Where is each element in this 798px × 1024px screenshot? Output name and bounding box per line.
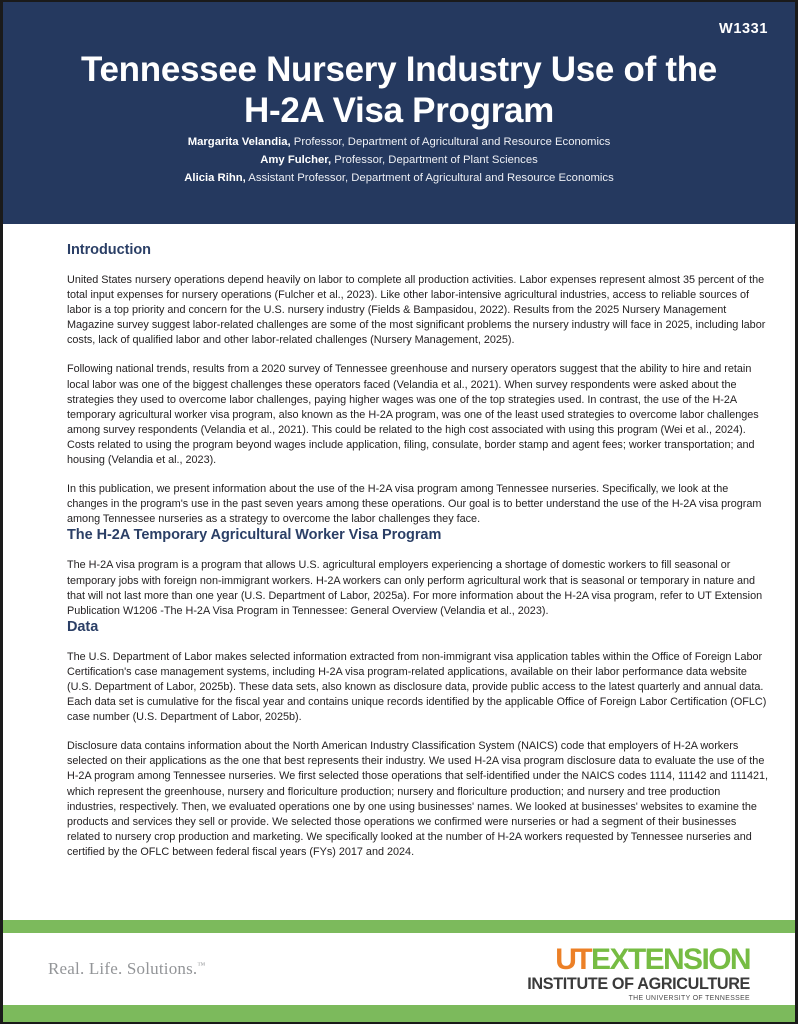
author-affiliation: Professor, Department of Agricultural and Resource Economics bbox=[290, 136, 611, 148]
paragraph: Disclosure data contains information about the North American Industry Classification System (NAICS) code that employers of H-2A workers selected on their applications as the one that best represents their industry. We used H-2A visa program disclosure data to evaluate the use of the H-2A program among Tennessee nurseries. We first selected those operations that self-identified under the NAICS codes 1114, 11142 and 111421, which represent the greenhouse, nursery and floriculture production; nursery and floriculture production; and nursery and tree production industries, respectively. Then, we evaluated operations one by one using businesses' names. We looked at businesses' websites to examine the products and services they sell or provide. We selected those operations we confirmed were nurseries or had a segment of their businesses related to nursery crop production and marketing. We specifically looked at the number of H-2A workers requested by Tennessee nurseries and certified by the OFLC between federal fiscal years (FYs) 2017 and 2024. bbox=[67, 740, 769, 858]
page-footer bbox=[3, 933, 795, 1005]
section-heading: Introduction bbox=[67, 242, 151, 258]
footer-divider-bar-top bbox=[3, 920, 795, 933]
paragraph: The U.S. Department of Labor makes selected information extracted from non-immigrant visa application tables within the Office of Foreign Labor Certification's case management systems, including H-2A visa program-related applications, available on their labor performance data website (U.S. Department of Labor, 2025b). These data sets, also known as disclosure data, provide public access to the latest quarterly and annual data. Each data set is cumulative for the fiscal year and contains unique records identified by the applicable Office of Foreign Labor Certification (OFLC) case number (U.S. Department of Labor, 2025b). bbox=[67, 650, 767, 724]
document-body bbox=[67, 242, 769, 860]
institute-line: INSTITUTE OF AGRICULTURE bbox=[527, 975, 750, 993]
section-h2a-program bbox=[67, 527, 769, 618]
paragraph: In this publication, we present information about the use of the H-2A visa program among Tennessee nurseries. Specifically, we look at the changes in the program's use in the past seven years among these operations. Our goal is to better understand the use of the H-2A visa program among Tennessee nurseries as a strategy to overcome the labor challenges they face. bbox=[67, 483, 762, 526]
author-list bbox=[3, 134, 795, 188]
publication-number: W1331 bbox=[719, 21, 768, 37]
paragraph: The H-2A visa program is a program that allows U.S. agricultural employers experiencing a shortage of domestic workers to fill seasonal or temporary jobs with foreign non-immigrant workers. H-2A workers can only perform agricultural work that is seasonal or temporary in nature and that will not last more than one year (U.S. Department of Labor, 2025a). For more information about the H-2A visa program, refer to UT Extension Publication W1206 -The H-2A Visa Program in Tennessee: General Overview (Velandia et al., 2023). bbox=[67, 559, 763, 617]
author-name: Alicia Rihn, bbox=[184, 171, 246, 184]
section-data bbox=[67, 619, 769, 860]
section-heading: The H-2A Temporary Agricultural Worker Visa Program bbox=[67, 527, 442, 544]
ut-tagline bbox=[48, 959, 205, 979]
author-line bbox=[3, 134, 795, 152]
ut-extension-logo bbox=[527, 945, 750, 1002]
section-heading: Data bbox=[67, 618, 99, 635]
ut-monogram: UT bbox=[555, 943, 591, 976]
author-line bbox=[3, 152, 795, 170]
author-line bbox=[3, 170, 795, 188]
tagline-text: Real. Life. Solutions. bbox=[48, 959, 198, 978]
section-introduction bbox=[67, 242, 769, 527]
author-affiliation: Professor, Department of Plant Sciences bbox=[331, 153, 538, 166]
logo-wordmark bbox=[527, 945, 750, 975]
university-line: THE UNIVERSITY OF TENNESSEE bbox=[628, 995, 750, 1003]
title-line-2: H-2A Visa Program bbox=[243, 90, 555, 130]
title-line-1: Tennessee Nursery Industry Use of the bbox=[81, 50, 717, 89]
author-name: Amy Fulcher, bbox=[260, 153, 332, 166]
page-title bbox=[3, 50, 795, 132]
paragraph: United States nursery operations depend heavily on labor to complete all production activities. Labor expenses represent almost 35 percent of the total input expenses for nursery operations (Fulcher et al., 2023). Like other labor-intensive agricultural industries, access to reliable sources of labor is a top priority and concern for the U.S. nursery industry (Fields & Bampasidou, 2022). Results from the 2025 Nursery Management Magazine survey suggest labor-related challenges are some of the most significant problems the nursery industry will face in 2025, including labor costs, lack of qualified labor and other labor-related challenges (Nursery Management, 2025). bbox=[67, 274, 766, 347]
extension-wordmark: EXTENSION bbox=[591, 943, 750, 976]
footer-divider-bar-bottom bbox=[3, 1005, 795, 1022]
trademark-symbol: ™ bbox=[197, 960, 206, 970]
header-banner bbox=[3, 2, 795, 224]
paragraph: Following national trends, results from a 2020 survey of Tennessee greenhouse and nursery operators suggest that the ability to hire and retain local labor was one of the biggest challenges these operators faced (Velandia et al., 2021). When survey respondents were asked about the strategies they used to overcome labor challenges, paying higher wages was one of the top strategies used. In contrast, the use of the H-2A temporary agricultural worker visa program, also known as the H-2A program, was one of the least used strategies to overcome labor challenges among survey respondents (Velandia et al., 2021). This could be related to the high cost associated with using this program (Wei et al., 2024). Costs related to using the program beyond wages include application, filing, consulate, border stamp and agent fees; worker transportation; and housing (Velandia et al., 2023). bbox=[67, 363, 759, 467]
author-affiliation: Assistant Professor, Department of Agricultural and Resource Economics bbox=[245, 171, 614, 184]
author-name: Margarita Velandia, bbox=[187, 136, 291, 148]
